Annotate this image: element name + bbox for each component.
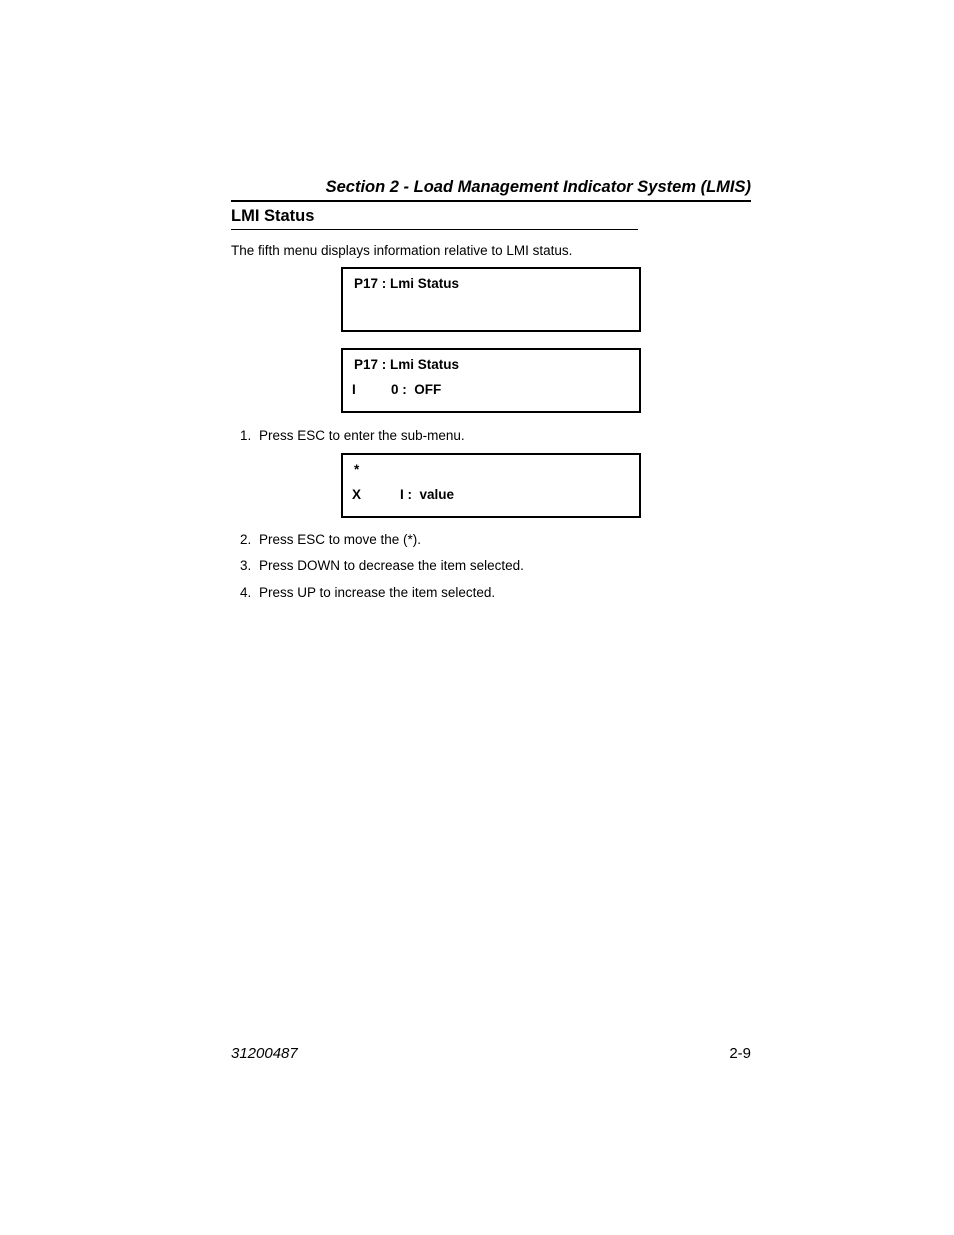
subsection-title: LMI Status bbox=[231, 205, 638, 230]
section-header: Section 2 - Load Management Indicator System (LMIS) bbox=[231, 176, 751, 202]
step-number: 4. bbox=[240, 585, 252, 600]
lcd-line-2-right: 0 : OFF bbox=[391, 382, 442, 397]
lcd-line-1: * bbox=[354, 462, 360, 477]
lcd-display-1 bbox=[341, 267, 641, 332]
step-item bbox=[240, 584, 495, 602]
step-text: Press ESC to enter the sub-menu. bbox=[259, 428, 465, 443]
step-text: Press UP to increase the item selected. bbox=[259, 585, 496, 600]
lcd-line-2-left: I bbox=[352, 382, 356, 397]
step-item bbox=[240, 557, 524, 575]
step-number: 2. bbox=[240, 532, 252, 547]
lcd-display-3 bbox=[341, 453, 641, 518]
lcd-line-1: P17 : Lmi Status bbox=[354, 357, 460, 372]
step-text: Press ESC to move the (*). bbox=[259, 532, 422, 547]
lcd-display-2 bbox=[341, 348, 641, 413]
lcd-line-2-right: I : value bbox=[400, 487, 455, 502]
footer-doc-number: 31200487 bbox=[231, 1045, 298, 1062]
intro-text: The fifth menu displays information relative to LMI status. bbox=[231, 243, 573, 258]
step-item bbox=[240, 427, 465, 445]
step-text: Press DOWN to decrease the item selected. bbox=[259, 558, 524, 573]
lcd-line-2-left: X bbox=[352, 487, 362, 502]
step-item bbox=[240, 531, 421, 549]
step-number: 3. bbox=[240, 558, 252, 573]
footer-page-number: 2-9 bbox=[729, 1045, 751, 1062]
step-number: 1. bbox=[240, 428, 252, 443]
lcd-line-1: P17 : Lmi Status bbox=[354, 276, 460, 291]
